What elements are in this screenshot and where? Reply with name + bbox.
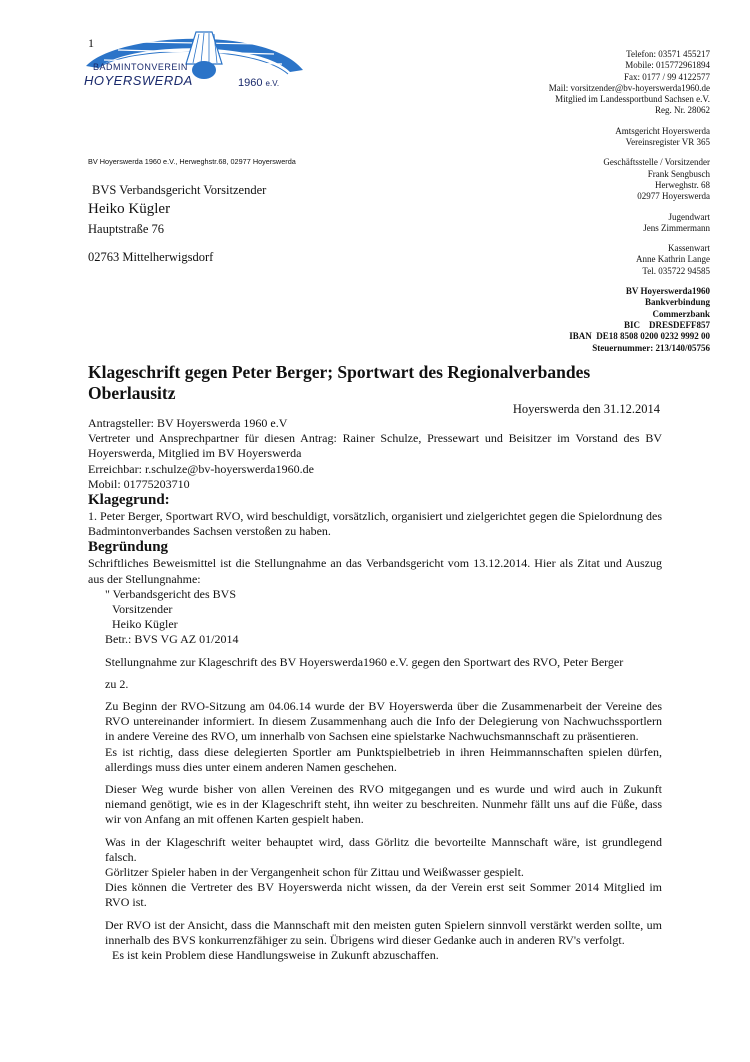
contact-gs-city: 02977 Hoyerswerda	[637, 191, 710, 202]
contact-amtsgericht: Amtsgericht Hoyerswerda	[615, 125, 710, 136]
paragraph-2: Es ist richtig, dass diese delegierten Sportler am Punktspielbetrieb in ihren Heimmannschaften spielen dürfen, allerdings muss dies unter einem anderen Namen geschehen.	[105, 744, 662, 774]
contact-gs-street: Herweghstr. 68	[655, 179, 710, 190]
paragraph-7: Der RVO ist der Ansicht, dass die Mannschaft mit den meisten guten Spielern sinnvoll verstärkt werden sollte, um innerhalb des BVS konkurrenzfähiger zu sein. Übrigens wird dieser Gedanke auch in anderen RV's verfolgt.	[105, 917, 662, 947]
document-body	[88, 416, 662, 963]
quote-line2: Vorsitzender	[112, 602, 173, 617]
contact-gs-title: Geschäftsstelle / Vorsitzender	[603, 157, 710, 168]
logo-year: 1960 e.V.	[238, 77, 280, 89]
contact-jw-title: Jugendwart	[668, 211, 710, 222]
bank-name: Commerzbank	[652, 308, 710, 319]
paragraph-6: Dies können die Vertreter des BV Hoyerswerda nicht wissen, da der Verein erst seit Sommer 2014 Mitglied im RVO ist.	[105, 880, 662, 910]
recipient-city: 02763 Mittelherwigsdorf	[88, 250, 214, 264]
paragraph-3: Dieser Weg wurde bisher von allen Vereinen des RVO mitgegangen und es wurde und wird auch in Zukunft niemand genötigt, wie es in der Klageschrift steht, ihn weiter zu beschreiten. Nunmehr fällt uns auf die Füße, dass wir von Anfang an mit offenen Karten gespielt haben.	[105, 782, 662, 827]
erreichbar: Erreichbar: r.schulze@bv-hoyerswerda1960.de	[88, 461, 314, 476]
recipient-street: Hauptstraße 76	[88, 222, 165, 236]
zu2: zu 2.	[105, 676, 129, 691]
paragraph-1: Zu Beginn der RVO-Sitzung am 04.06.14 wurde der BV Hoyerswerda über die Zusammenarbeit der Vereine des RVO untereinander informiert. In diesem Zusammenhang auch die Info der Delegierung von Nachwuchssportlern in andere Vereine des RVO, um innerhalb von Sachsen eine spielstarke Nachwuchsmannschaft zu präsentieren.	[105, 699, 662, 744]
quote-line3: Heiko Kügler	[112, 617, 178, 632]
sender-line: BV Hoyerswerda 1960 e.V., Herweghstr.68, 02977 Hoyerswerda	[88, 157, 296, 166]
document-title: Klageschrift gegen Peter Berger; Sportwart des Regionalverbandes Oberlausitz	[88, 362, 591, 403]
vertreter: Vertreter und Ansprechpartner für diesen Antrag: Rainer Schulze, Pressewart und Beisitzer im Vorstand des BV Hoyerswerda, Mitglied im BV Hoyerswerda	[88, 431, 662, 461]
contact-column	[410, 49, 710, 354]
paragraph-4: Was in der Klageschrift weiter behauptet wird, dass Görlitz die bevorteilte Mannschaft wäre, ist grundlegend falsch.	[105, 834, 662, 864]
contact-vereinsregister: Vereinsregister VR 365	[625, 137, 710, 148]
recipient-line1: BVS Verbandsgericht Vorsitzender	[92, 183, 267, 197]
bank-bic: BIC DRESDEFF857	[623, 319, 710, 330]
logo-text-hoyerswerda: HOYERSWERDA	[84, 73, 193, 88]
contact-kw-title: Kassenwart	[668, 243, 710, 254]
antragsteller: Antragsteller: BV Hoyerswerda 1960 e.V	[88, 416, 288, 430]
klagegrund-text: 1. Peter Berger, Sportwart RVO, wird beschuldigt, vorsätzlich, organisiert und zielgerichtet gegen die Spielordnung des Badmintonverbandes Sachsen verstoßen zu haben.	[88, 509, 662, 539]
quote-line1: " Verbandsgericht des BVS	[105, 586, 236, 601]
contact-mail: Mail: vorsitzender@bv-hoyerswerda1960.de	[548, 82, 710, 93]
bank-label: Bankverbindung	[644, 297, 710, 308]
recipient-name: Heiko Kügler	[88, 201, 171, 217]
paragraph-8: Es ist kein Problem diese Handlungsweise in Zukunft abzuschaffen.	[112, 948, 439, 963]
stellungnahme-text: Stellungnahme zur Klageschrift des BV Hoyerswerda1960 e.V. gegen den Sportwart des RVO, Peter Berger	[105, 654, 624, 669]
contact-reg-nr: Reg. Nr. 28062	[655, 105, 710, 116]
bank-club: BV Hoyerswerda1960	[625, 286, 710, 297]
contact-gs-name: Frank Sengbusch	[647, 168, 710, 179]
heading-begruendung: Begründung	[88, 539, 169, 556]
contact-kw-tel: Tel. 035722 94585	[642, 265, 710, 276]
contact-mobile: Mobile: 015772961894	[625, 60, 710, 71]
paragraph-5: Görlitzer Spieler haben in der Vergangenheit schon für Zittau und Weißwasser gespielt.	[105, 865, 524, 880]
page-number: 1	[88, 36, 94, 50]
mobil: Mobil: 01775203710	[88, 476, 190, 491]
document-date: Hoyerswerda den 31.12.2014	[512, 402, 660, 416]
contact-kw-name: Anne Kathrin Lange	[636, 254, 710, 265]
contact-fax: Fax: 0177 / 99 4122577	[623, 71, 710, 82]
tax-number: Steuernummer: 213/140/05756	[592, 342, 710, 353]
logo-text-badmintonverein: BADMINTONVEREIN	[93, 62, 188, 72]
betreff: Betr.: BVS VG AZ 01/2014	[105, 632, 239, 647]
contact-telefon: Telefon: 03571 455217	[626, 49, 710, 59]
contact-membership: Mitglied im Landessportbund Sachsen e.V.	[555, 94, 710, 105]
contact-jw-name: Jens Zimmermann	[643, 222, 710, 233]
heading-klagegrund: Klagegrund:	[88, 492, 170, 509]
bank-iban: IBAN DE18 8508 0200 0232 9992 00	[569, 331, 710, 342]
beweis-text: Schriftliches Beweismittel ist die Stellungnahme an das Verbandsgericht vom 13.12.2014. Hier als Zitat und Auszug aus der Stellungnahme:	[88, 556, 662, 586]
